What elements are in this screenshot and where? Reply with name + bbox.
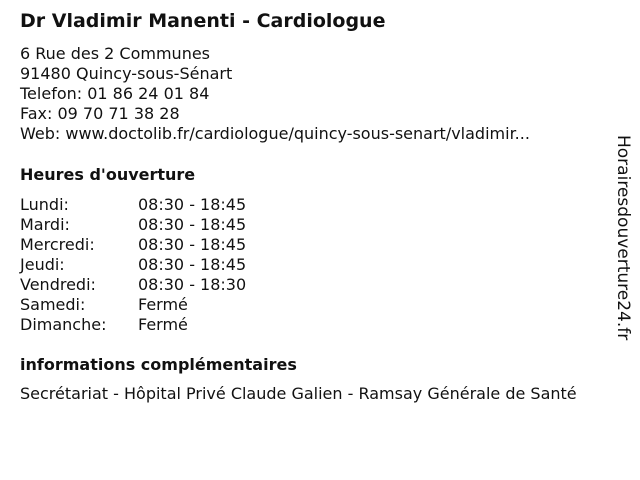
hours-row-saturday bbox=[20, 295, 246, 315]
day-label: Lundi: bbox=[20, 195, 69, 214]
day-hours: 08:30 - 18:45 bbox=[138, 195, 247, 214]
hours-row-thursday bbox=[20, 255, 246, 275]
phone-number: Telefon: 01 86 24 01 84 bbox=[20, 84, 210, 103]
day-label: Vendredi: bbox=[20, 275, 96, 294]
day-label: Dimanche: bbox=[20, 315, 107, 334]
day-label: Mardi: bbox=[20, 215, 70, 234]
fax-number: Fax: 09 70 71 38 28 bbox=[20, 104, 180, 123]
opening-hours-heading: Heures d'ouverture bbox=[20, 165, 196, 184]
hours-row-monday bbox=[20, 195, 246, 215]
day-label: Mercredi: bbox=[20, 235, 95, 254]
day-hours: 08:30 - 18:30 bbox=[138, 275, 247, 294]
website-link[interactable]: Web: www.doctolib.fr/cardiologue/quincy-sous-senart/vladimir... bbox=[20, 124, 530, 143]
day-label: Samedi: bbox=[20, 295, 86, 314]
day-label: Jeudi: bbox=[20, 255, 65, 274]
additional-info-text: Secrétariat - Hôpital Privé Claude Galien - Ramsay Générale de Santé bbox=[20, 384, 577, 403]
additional-info-heading: informations complémentaires bbox=[20, 355, 297, 374]
day-hours: Fermé bbox=[138, 315, 188, 334]
hours-row-friday bbox=[20, 275, 246, 295]
hours-row-sunday bbox=[20, 315, 246, 335]
day-hours: 08:30 - 18:45 bbox=[138, 235, 247, 254]
hours-row-tuesday bbox=[20, 215, 246, 235]
street-address: 6 Rue des 2 Communes bbox=[20, 44, 211, 63]
page-title: Dr Vladimir Manenti - Cardiologue bbox=[20, 10, 386, 32]
day-hours: 08:30 - 18:45 bbox=[138, 255, 247, 274]
site-brand-vertical: Horairesdouverture24.fr bbox=[613, 135, 633, 341]
hours-row-wednesday bbox=[20, 235, 246, 255]
city-address: 91480 Quincy-sous-Sénart bbox=[20, 64, 233, 83]
day-hours: Fermé bbox=[138, 295, 188, 314]
day-hours: 08:30 - 18:45 bbox=[138, 215, 247, 234]
opening-hours-table bbox=[20, 195, 246, 335]
contact-block bbox=[20, 44, 530, 144]
